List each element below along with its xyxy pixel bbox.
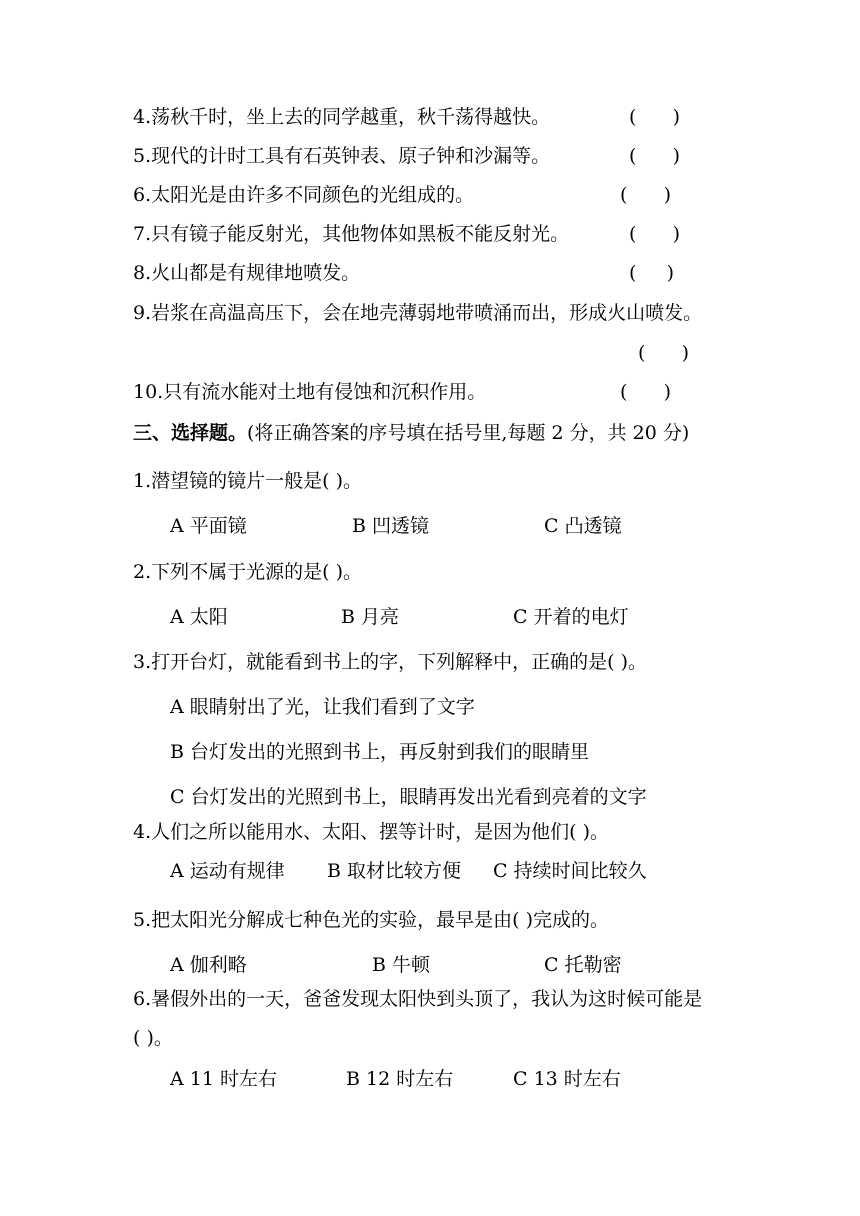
judgement-item-6: 6.太阳光是由许多不同颜色的光组成的。: [133, 184, 475, 206]
question-3-option-b[interactable]: B 台灯发出的光照到书上，再反射到我们的眼睛里: [170, 741, 590, 763]
question-5-option-a[interactable]: A 伽利略: [170, 954, 247, 976]
question-2-option-a[interactable]: A 太阳: [170, 606, 228, 628]
question-1-option-c[interactable]: C 凸透镜: [544, 515, 622, 537]
section-instruction: (将正确答案的序号填在括号里,每题 2 分，共 20 分): [247, 422, 690, 444]
judgement-item-4: 4.荡秋千时，坐上去的同学越重，秋千荡得越快。: [133, 106, 551, 128]
judgement-item-5: 5.现代的计时工具有石英钟表、原子钟和沙漏等。: [133, 145, 551, 167]
question-3-stem: 3.打开台灯，就能看到书上的字，下列解释中，正确的是( )。: [133, 651, 647, 673]
question-6-option-c[interactable]: C 13 时左右: [513, 1068, 621, 1090]
question-6-option-a[interactable]: A 11 时左右: [170, 1068, 277, 1090]
question-1-option-b[interactable]: B 凹透镜: [352, 515, 430, 537]
question-4-option-a[interactable]: A 运动有规律: [170, 860, 285, 882]
answer-bracket-6[interactable]: ( ): [620, 184, 672, 206]
answer-bracket-10[interactable]: ( ): [620, 381, 672, 403]
question-4-option-b[interactable]: B 取材比较方便: [327, 860, 462, 882]
judgement-item-8: 8.火山都是有规律地喷发。: [133, 262, 361, 284]
question-6-option-b[interactable]: B 12 时左右: [346, 1068, 454, 1090]
question-3-option-c[interactable]: C 台灯发出的光照到书上，眼睛再发出光看到亮着的文字: [170, 786, 647, 808]
answer-bracket-8[interactable]: ( ): [629, 262, 675, 284]
question-5-option-b[interactable]: B 牛顿: [372, 954, 431, 976]
question-3-option-a[interactable]: A 眼睛射出了光，让我们看到了文字: [170, 696, 475, 718]
answer-bracket-5[interactable]: ( ): [629, 145, 681, 167]
question-5-option-c[interactable]: C 托勒密: [544, 954, 622, 976]
judgement-item-9: 9.岩浆在高温高压下，会在地壳薄弱地带喷涌而出，形成火山喷发。: [133, 302, 703, 324]
answer-bracket-4[interactable]: ( ): [629, 106, 681, 128]
question-2-option-b[interactable]: B 月亮: [341, 606, 400, 628]
section-heading: [133, 420, 689, 446]
question-2-option-c[interactable]: C 开着的电灯: [513, 606, 629, 628]
question-6-stem-bracket[interactable]: ( )。: [133, 1027, 173, 1049]
answer-bracket-9[interactable]: ( ): [638, 342, 690, 364]
judgement-item-10: 10.只有流水能对土地有侵蚀和沉积作用。: [133, 381, 487, 403]
question-4-option-c[interactable]: C 持续时间比较久: [493, 860, 647, 882]
section-title: 三、选择题。: [133, 422, 248, 444]
question-6-stem: 6.暑假外出的一天，爸爸发现太阳快到头顶了，我认为这时候可能是: [133, 988, 703, 1010]
answer-bracket-7[interactable]: ( ): [629, 223, 681, 245]
question-4-stem: 4.人们之所以能用水、太阳、摆等计时，是因为他们( )。: [133, 821, 609, 843]
judgement-item-7: 7.只有镜子能反射光，其他物体如黑板不能反射光。: [133, 223, 570, 245]
question-2-stem: 2.下列不属于光源的是( )。: [133, 561, 362, 583]
question-5-stem: 5.把太阳光分解成七种色光的实验，最早是由( )完成的。: [133, 909, 609, 931]
question-1-option-a[interactable]: A 平面镜: [170, 515, 247, 537]
question-1-stem: 1.潜望镜的镜片一般是( )。: [133, 470, 362, 492]
